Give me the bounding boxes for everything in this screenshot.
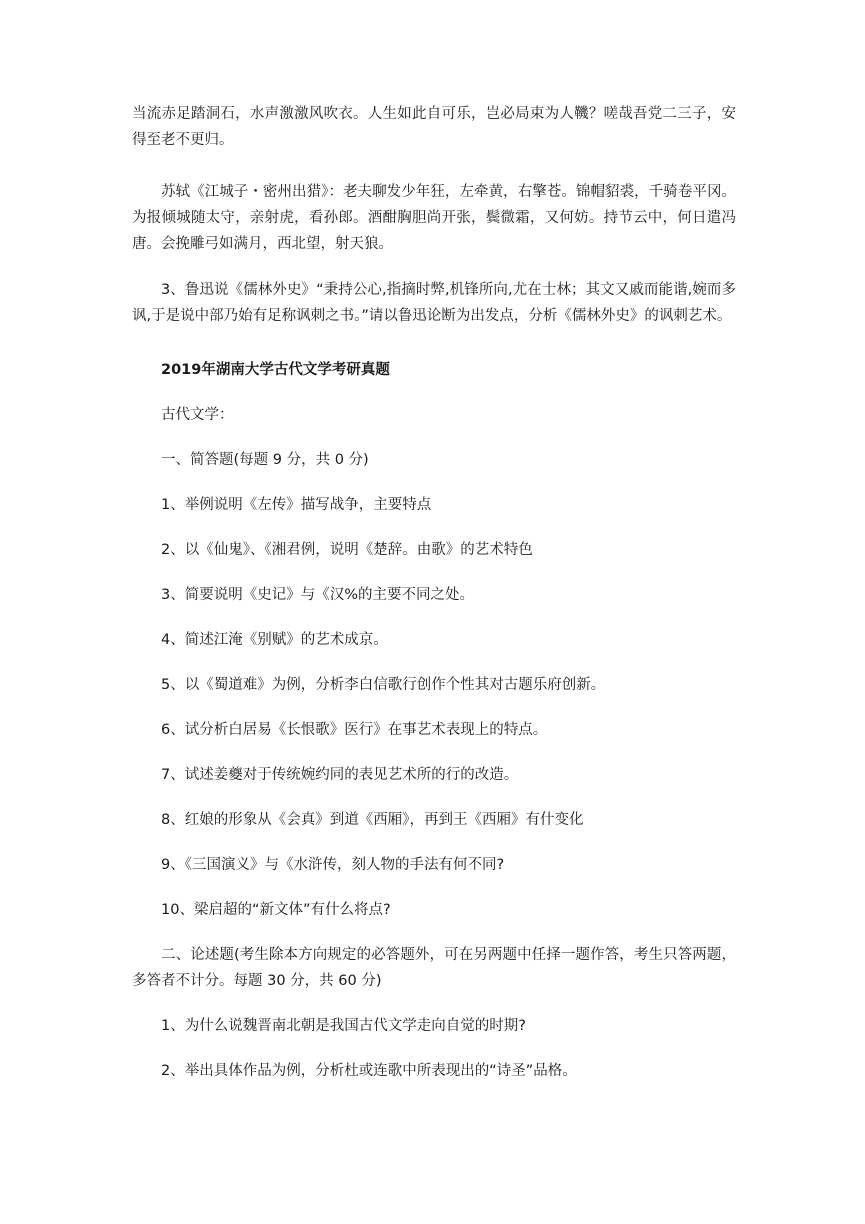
list-item: 9、《三国演义》与《水浒传，刻人物的手法有何不同? <box>161 857 505 873</box>
list-item: 10、梁启超的“新文体”有什么将点? <box>161 902 391 918</box>
list-item: 2、以《仙鬼》、《湘君例，说明《楚辞。由歌》的艺术特色 <box>161 542 533 558</box>
list-item: 4、简述江淹《别赋》的艺术成京。 <box>161 632 388 648</box>
list-item: 3、简要说明《史记》与《汉%的主要不同之处。 <box>161 587 475 603</box>
list-item: 5、以《蜀道难》为例，分析李白信歌行创作个性其对古题乐府创新。 <box>161 677 606 693</box>
list-item: 1、为什么说魏晋南北朝是我国古代文学走向自觉的时期? <box>161 1018 526 1034</box>
subject-label: 古代文学： <box>161 407 234 423</box>
list-item: 8、红娘的形象从《会真》到道《西厢》，再到王《西厢》有什变化 <box>161 812 584 828</box>
document-body <box>132 101 736 1084</box>
list-item: 2、举出具体作品为例，分析杜或连歌中所表现出的“诗圣”品格。 <box>161 1063 577 1079</box>
question-3-paragraph: 3、鲁迅说《儒林外史》“秉持公心,指摘时弊,机锋所向,尤在士林；其文又戚而能谐,婉而多讽,于是说中部乃始有足称讽刺之书。”请以鲁迅论断为出发点，分析《儒林外史》的讽刺艺术。 <box>132 282 736 324</box>
section1-heading: 一、简答题(每题 9 分，共 0 分) <box>161 452 369 468</box>
list-item: 6、试分析白居易《长恨歌》医行》在事艺术表现上的特点。 <box>161 722 548 738</box>
section2-heading: 二、论述题(考生除本方向规定的必答题外，可在另两题中任择一题作答，考生只答两题，多答者不计分。每题 30 分，共 60 分) <box>132 947 736 989</box>
list-item: 7、试述姜夔对于传统婉约同的表见艺术所的行的改造。 <box>161 767 519 783</box>
intro-poem-paragraph: 当流赤足踏洞石，水声激激风吹衣。人生如此自可乐，岂必局束为人鞿？嗟哉吾党二三子，安得至老不更归。 <box>132 106 736 148</box>
su-shi-poem-paragraph: 苏轼《江城子・密州出猎》：老夫聊发少年狂，左牵黄，右擎苍。锦帽貂裘，千骑卷平冈。为报倾城随太守，亲射虎，看孙郎。酒酣胸胆尚开张，鬓微霜，又何妨。持节云中，何日遣冯唐。会挽雕弓如满月，西北望，射天狼。 <box>132 184 736 252</box>
exam-title: 2019年湖南大学古代文学考研真题 <box>161 362 390 378</box>
list-item: 1、举例说明《左传》描写战争，主要特点 <box>161 497 432 513</box>
